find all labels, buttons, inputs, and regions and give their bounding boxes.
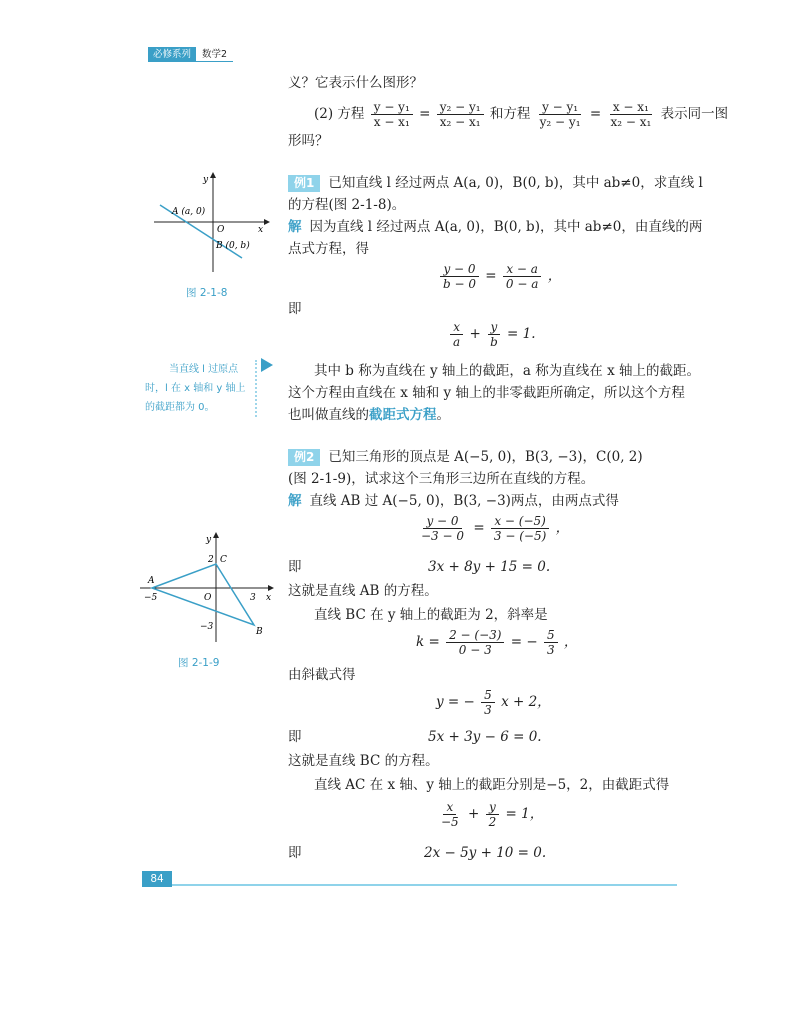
text-line: 这就是直线 AB 的方程。 <box>288 583 438 599</box>
subject-label: 数学2 <box>196 47 233 62</box>
equation: y = − $\frac{5}{3}$ x + 2， <box>436 688 551 717</box>
example-1-statement: 例1 已知直线 l 经过两点 A(a, 0)，B(0, b)，其中 ab≠0，求直线 l <box>288 172 703 194</box>
series-header <box>148 47 233 62</box>
axis-label-x: x <box>258 225 264 235</box>
tick-label: −5 <box>144 593 158 603</box>
solution-tag: 解 <box>288 493 302 509</box>
axis-label-y: y <box>206 535 212 545</box>
text-line: (图 2-1-9)，试求这个三角形三边所在直线的方程。 <box>288 471 595 487</box>
equation: $\frac{x}{-5}$ + $\frac{y}{2}$ = 1， <box>441 800 544 829</box>
text-line: 直线 AC 在 x 轴、y 轴上的截距分别是−5，2，由截距式得 <box>314 777 670 793</box>
text-line: 直线 BC 在 y 轴上的截距为 2，斜率是 <box>314 607 548 623</box>
series-label: 必修系列 <box>148 47 196 62</box>
text-line: 的方程(图 2-1-8)。 <box>288 197 406 213</box>
figure-2-1-9 <box>136 530 276 645</box>
ji-label: 即 <box>288 301 302 317</box>
point-b-label: B (0, b) <box>216 241 250 251</box>
footer-divider <box>172 884 677 886</box>
equation: $\frac{x}{a}$ + $\frac{y}{b}$ = 1. <box>448 320 536 349</box>
solution-line: 解 因为直线 l 经过两点 A(a, 0)，B(0, b)，其中 ab≠0，由直线的两 <box>288 219 703 235</box>
text-line: 义？它表示什么图形？ <box>288 75 423 91</box>
text-line: 也叫做直线的截距式方程。 <box>288 407 450 423</box>
example-2-statement: 例2 已知三角形的顶点是 A(−5, 0)，B(3, −3)，C(0, 2) <box>288 446 643 468</box>
figure-caption: 图 2-1-8 <box>186 287 228 299</box>
key-term: 截距式方程 <box>369 407 437 423</box>
axis-label-y: y <box>203 175 209 185</box>
equation: 5x + 3y − 6 = 0. <box>428 729 542 745</box>
tick-label: −3 <box>200 622 214 632</box>
page-number: 84 <box>142 871 172 887</box>
tick-label: 3 <box>250 593 256 603</box>
point-a-label: A <box>148 576 155 586</box>
fraction: $\frac{\text{y − y₁}}{\text{y₂ − y₁}}$ <box>539 100 581 129</box>
example-tag: 例1 <box>288 175 320 192</box>
equation: $\frac{y - 0}{-3 - 0}$ = $\frac{x - (-5)}{3 - (-5)}$ ， <box>421 514 570 543</box>
figure-caption: 图 2-1-9 <box>178 657 220 669</box>
text-line: 点式方程，得 <box>288 241 369 257</box>
tick-label: 2 <box>208 555 214 565</box>
question-2: (2) 方程 $\frac{\text{y − y₁}}{\text{x − x₁}}$ = $\frac{\text{y₂ − y₁}}{\text{x₂ − x₁}}$ 和方程 $\frac{\text{y − y₁}}{\text{y₂ − y₁}}$ = $\frac{\text{x − x₁}}{\text{x₂ − x₁}}$ 表示同一图 <box>314 100 729 129</box>
origin-label: O <box>217 225 225 235</box>
text-line: 由斜截式得 <box>288 667 356 683</box>
text-line: 形吗？ <box>288 133 329 149</box>
ji-label: 即 <box>288 559 302 575</box>
point-c-label: C <box>220 555 227 565</box>
origin-label: O <box>204 593 212 603</box>
fraction: $\frac{\text{x − x₁}}{\text{x₂ − x₁}}$ <box>610 100 652 129</box>
fraction: $\frac{\text{y − y₁}}{\text{x − x₁}}$ <box>371 100 413 129</box>
equation: 2x − 5y + 10 = 0. <box>424 845 547 861</box>
ji-label: 即 <box>288 845 302 861</box>
text-line: 其中 b 称为直线在 y 轴上的截距，a 称为直线在 x 轴上的截距。 <box>314 363 700 379</box>
solution-tag: 解 <box>288 219 302 235</box>
equation: k = $\frac{2 - (-3)}{0 - 3}$ = − $\frac{5}{3}$ ， <box>416 628 578 657</box>
solution-line: 解 直线 AB 过 A(−5, 0)，B(3, −3)两点，由两点式得 <box>288 493 619 509</box>
equation: 3x + 8y + 15 = 0. <box>428 559 551 575</box>
text-line: 这个方程由直线在 x 轴和 y 轴上的非零截距所确定，所以这个方程 <box>288 385 685 401</box>
equation: $\frac{y - 0}{b - 0}$ = $\frac{x - a}{0 - a}$ ， <box>438 262 561 291</box>
figure-2-1-8 <box>150 170 270 275</box>
text-line: 这就是直线 BC 的方程。 <box>288 753 439 769</box>
fraction: $\frac{\text{y₂ − y₁}}{\text{x₂ − x₁}}$ <box>437 100 484 129</box>
flag-icon <box>261 358 273 372</box>
ji-label: 即 <box>288 729 302 745</box>
side-note: 当直线 l 过原点 时，l 在 x 轴和 y 轴上 的截距都为 0。 <box>145 360 257 417</box>
point-a-label: A (a, 0) <box>172 207 206 217</box>
axis-label-x: x <box>266 593 272 603</box>
example-tag: 例2 <box>288 449 320 466</box>
point-b-label: B <box>256 627 263 637</box>
